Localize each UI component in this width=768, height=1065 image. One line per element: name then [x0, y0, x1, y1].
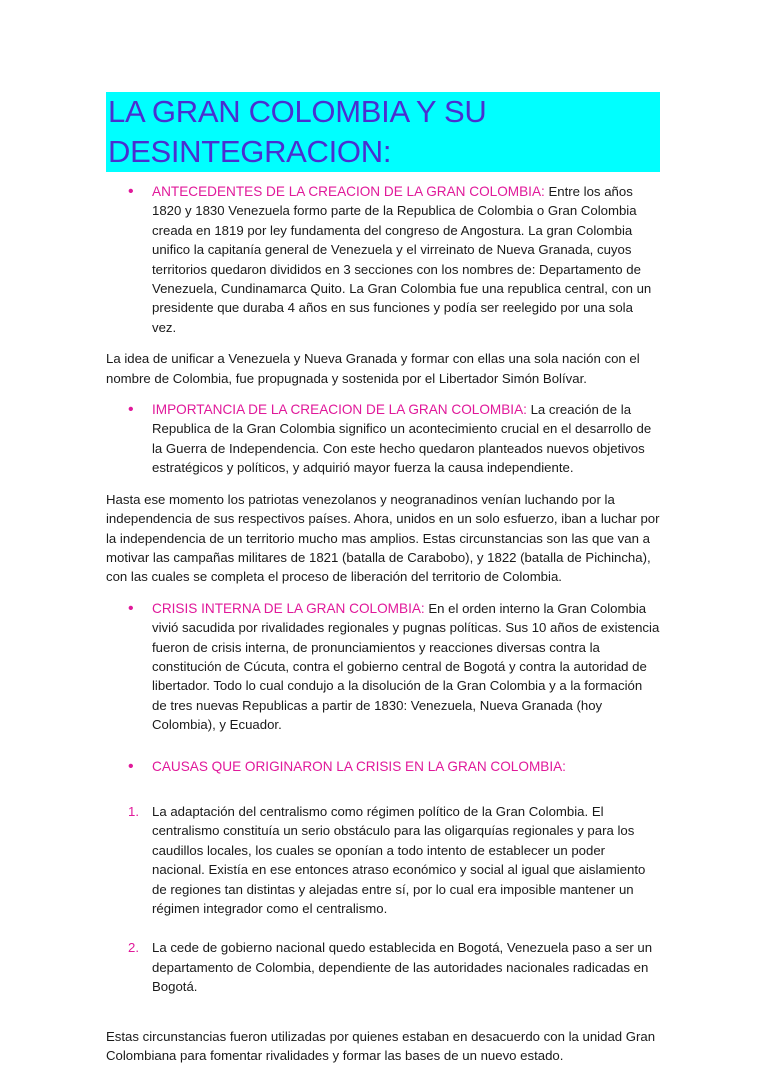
bullet-icon: •: [128, 757, 134, 775]
section-importancia: [106, 400, 660, 478]
section-crisis-interna: [106, 599, 660, 735]
section-heading: CRISIS INTERNA DE LA GRAN COLOMBIA:: [152, 600, 425, 616]
cause-text: La cede de gobierno nacional quedo establecida en Bogotá, Venezuela paso a ser un departamento de Colombia, dependiente de las autoridades nacionales radicadas en Bogotá.: [152, 940, 653, 995]
section-body: [152, 400, 660, 478]
cause-item: [106, 802, 660, 918]
section-causas: [106, 757, 660, 776]
cause-number: 2.: [128, 940, 139, 956]
paragraph: La idea de unificar a Venezuela y Nueva Granada y formar con ellas una sola nación con el nombre de Colombia, fue propugnada y sostenida por el Libertador Simón Bolívar.: [106, 351, 640, 386]
section-body: [152, 599, 660, 735]
section-body: [152, 757, 660, 776]
cause-number: 1.: [128, 803, 139, 819]
spacer: [106, 1017, 660, 1027]
section-text: La creación de la Republica de la Gran Colombia significo un acontecimiento crucial en el desarrollo de la Guerra de Independencia. Con este hecho quedaron planteados nuevos objetivos estratégicos y políticos, y adquirió mayor fuerza la causa independiente.: [152, 402, 652, 476]
cause-item: [106, 938, 660, 996]
section-antecedentes: [106, 182, 660, 337]
bullet-icon: •: [128, 183, 134, 200]
section-text: Entre los años 1820 y 1830 Venezuela formo parte de la Republica de Colombia o Gran Colombia creada en 1819 por ley fundamenta del congreso de Angostura. La gran Colombia unifico la capitanía general de Venezuela y el virreinato de Nueva Granada, cuyos territorios quedaron divididos en 3 secciones con los nombres de: Departamento de Venezuela, Cundinamarca Quito. La Gran Colombia fue una republica central, con un presidente que duraba 4 años en sus funciones y podía ser reelegido por una sola vez.: [152, 184, 652, 335]
paragraph: Hasta ese momento los patriotas venezolanos y neogranadinos venían luchando por la independencia de sus respectivos países. Ahora, unidos en un solo esfuerzo, iban a luchar por la independencia de un territorio mucho mas amplios. Estas circunstancias son las que van a motivar las campañas militares de 1821 (batalla de Carabobo), y 1822 (batalla de Pichincha), con las cuales se completa el proceso de liberación del territorio de Colombia.: [106, 491, 660, 585]
section-text: En el orden interno la Gran Colombia vivió sacudida por rivalidades regionales y pugnas políticas. Sus 10 años de existencia fueron de crisis interna, de pronunciamientos y reacciones diversas contra la constitución de Cúcuta, contra el gobierno central de Bogotá y contra la autoridad de libertador. Todo lo cual condujo a la disolución de la Gran Colombia y a la formación de tres nuevas Republicas a partir de 1830: Venezuela, Nueva Granada (hoy Colombia), y Ecuador.: [152, 600, 660, 733]
section-body: [152, 182, 660, 337]
bullet-icon: •: [128, 599, 134, 617]
cause-text: La adaptación del centralismo como régimen político de la Gran Colombia. El centralismo constituía un serio obstáculo para las oligarquías regionales y para los caudillos locales, los cuales se oponían a todo intento de establecer un poder nacional. Existía en ese entonces atraso económico y social al igual que aislamiento de regiones tan distintas y alejadas entre sí, por lo cual era imposible mantener un régimen integrador como el centralismo.: [152, 803, 646, 916]
section-heading: IMPORTANCIA DE LA CREACION DE LA GRAN COLOMBIA:: [152, 402, 527, 418]
bullet-icon: •: [128, 401, 134, 419]
section-heading: ANTECEDENTES DE LA CREACION DE LA GRAN COLOMBIA:: [152, 184, 545, 199]
paragraph: Estas circunstancias fueron utilizadas por quienes estaban en desacuerdo con la unidad Gran Colombiana para fomentar rivalidades y formar las bases de un nuevo estado.: [106, 1028, 656, 1064]
document-title: LA GRAN COLOMBIA Y SU DESINTEGRACION:: [106, 92, 660, 172]
section-heading: CAUSAS QUE ORIGINARON LA CRISIS EN LA GRAN COLOMBIA:: [152, 758, 566, 774]
spacer: [106, 788, 660, 802]
spacer: [106, 747, 660, 757]
